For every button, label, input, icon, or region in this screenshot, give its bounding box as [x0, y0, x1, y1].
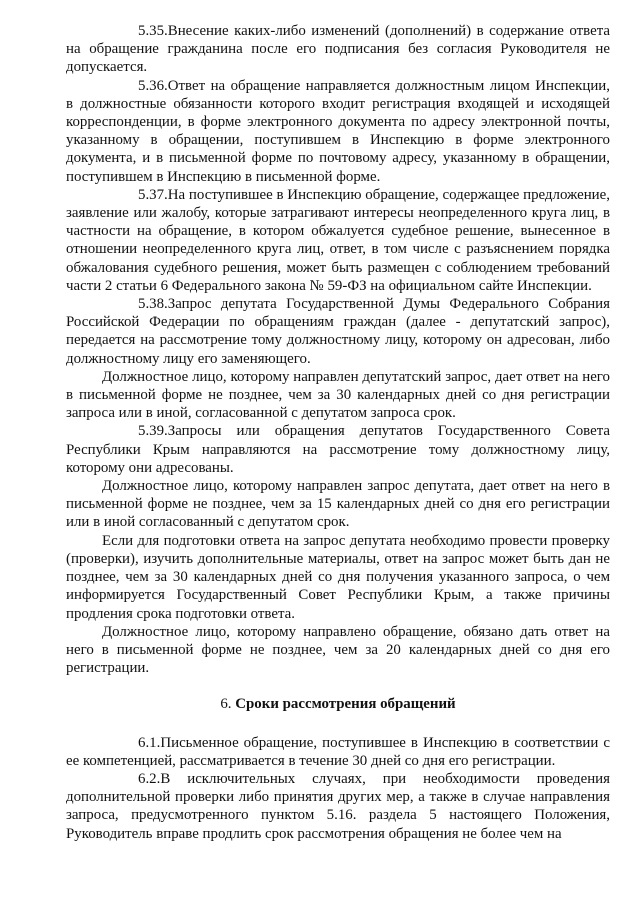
paragraph-official-answer	[66, 623, 610, 678]
clause-5-36	[66, 77, 610, 186]
clause-5-37	[66, 186, 610, 295]
paragraph-text: Должностное лицо, которому направлено обращение, обязано дать ответ на него в письменной форме не позднее, чем за 20 календарных дней со дня его регистрации.	[66, 623, 610, 677]
paragraph-text: Должностное лицо, которому направлен запрос депутата, дает ответ на него в письменной форме не позднее, чем за 15 календарных дней со дня его регистрации или в иной согласованный с депутатом срок.	[66, 478, 610, 531]
clause-text: Письменное обращение, поступившее в Инспекцию в соответствии с ее компетенцией, рассматривается в течение 30 дней со дня его регистрации.	[66, 734, 610, 769]
paragraph-text: Должностное лицо, которому направлен депутатский запрос, дает ответ на него в письменной форме не позднее, чем за 30 календарных дней со дня регистрации запроса или в иной, согласованной с депутатом запроса срок.	[66, 368, 610, 422]
paragraph-text: Если для подготовки ответа на запрос депутата необходимо провести проверку (проверки), изучить дополнительные материалы, ответ на запрос может быть дан не позднее, чем за 30 календарных дней со дня получения указанного запроса, о чем информируется Государственный Совет Республики Крым, а также причины продления срока подготовки ответа.	[66, 532, 610, 622]
clause-5-38	[66, 295, 610, 368]
clause-number: 6.1.	[138, 734, 161, 751]
spacer	[66, 677, 610, 695]
spacer	[66, 714, 610, 734]
paragraph-deputy-answer-term	[66, 477, 610, 532]
section-title: Сроки рассмотрения обращений	[235, 696, 456, 713]
clause-text: На поступившее в Инспекцию обращение, содержащее предложение, заявление или жалобу, которые затрагивают интересы неопределенного круга лиц, в частности на обращение, в котором обжалуется судебное решение, вынесенное в отношении неопределенного круга лиц, ответ, в том числе с разъяснением порядка обжалования судебного решения, может быть размещен с соблюдением требований части 2 статьи 6 Федерального закона № 59-ФЗ на официальном сайте Инспекции.	[66, 186, 610, 294]
clause-text: В исключительных случаях, при необходимости проведения дополнительной проверки либо принятия других мер, а также в случае направления запроса, предусмотренного пунктом 5.16. раздела 5 настоящего Положения, Руководитель вправе продлить срок рассмотрения обращения не более чем на	[66, 770, 610, 842]
paragraph-extra-check	[66, 532, 610, 623]
clause-number: 5.36.	[138, 77, 168, 94]
clause-text: Запрос депутата Государственной Думы Федерального Собрания Российской Федерации по обращениям граждан (далее - депутатский запрос), передается на рассмотрение тому должностному лицу, которому он адресован, либо должностному лицу его заменяющего.	[66, 296, 610, 367]
clause-number: 5.39.	[138, 423, 168, 440]
document-page	[66, 22, 610, 843]
section-number: 6.	[220, 696, 232, 713]
clause-text: Запросы или обращения депутатов Государственного Совета Республики Крым направляются на рассмотрение тому должностному лицу, которому они адресованы.	[66, 423, 610, 476]
clause-text: Ответ на обращение направляется должностным лицом Инспекции, в должностные обязанности которого входит регистрация входящей и исходящей корреспонденции, в форме электронного документа по адресу электронной почты, указанному в обращении, поступившем в Инспекцию в форме электронного документа, и в письменной форме по почтовому адресу, указанному в обращении, поступившем в Инспекцию в письменной форме.	[66, 77, 610, 185]
section-heading	[66, 695, 610, 713]
clause-number: 5.38.	[138, 296, 168, 313]
clause-5-35	[66, 22, 610, 77]
clause-5-39	[66, 422, 610, 477]
clause-number: 5.37.	[138, 186, 168, 203]
clause-number: 6.2.	[138, 770, 161, 787]
clause-6-1	[66, 734, 610, 770]
clause-text: Внесение каких-либо изменений (дополнений) в содержание ответа на обращение гражданина после его подписания без согласия Руководителя не допускается.	[66, 23, 610, 76]
paragraph-deputy-request-answer	[66, 368, 610, 423]
clause-number: 5.35.	[138, 23, 168, 39]
clause-6-2	[66, 770, 610, 843]
